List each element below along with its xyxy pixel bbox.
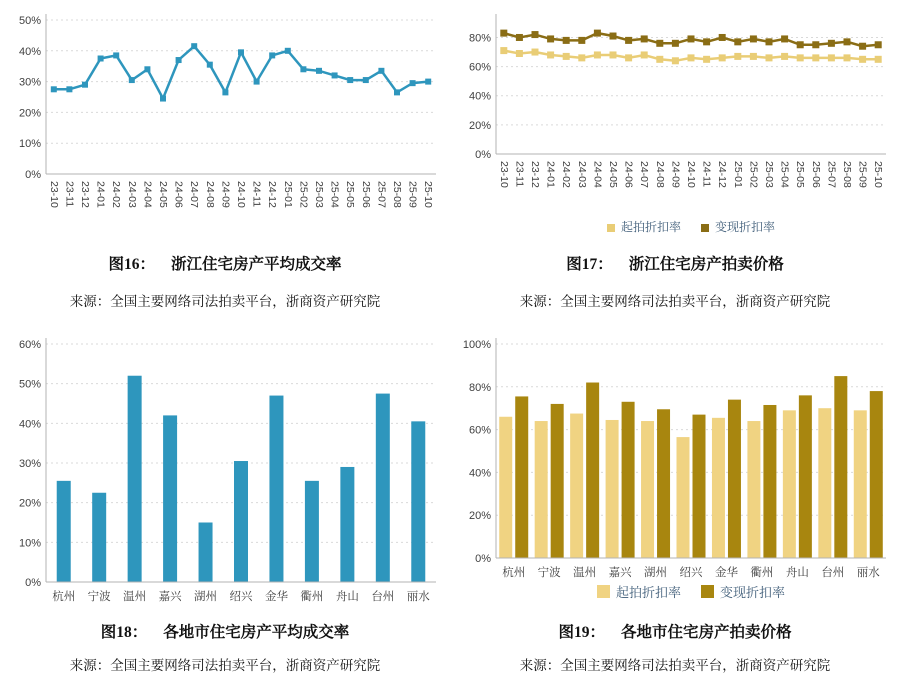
x-tick-label: 24-06 [172, 181, 185, 208]
data-point-marker [766, 54, 773, 61]
legend-label: 变现折扣率 [715, 220, 776, 234]
fig16-chart-cell [0, 0, 450, 240]
data-point-marker [347, 77, 353, 83]
x-tick-label: 丽水 [856, 567, 880, 579]
bar [622, 402, 635, 558]
y-tick-label: 20% [468, 119, 491, 132]
fig17-source: 来源：全国主要网络司法拍卖平台，浙商资产研究院 [519, 294, 831, 309]
y-tick-label: 40% [468, 90, 491, 103]
bar [340, 467, 354, 582]
data-point-marker [563, 53, 570, 60]
x-tick-label: 24-02 [110, 181, 123, 208]
x-tick-label: 25-06 [809, 161, 822, 188]
x-tick-label: 金华 [714, 567, 738, 579]
fig19-grouped-bar-chart [454, 330, 896, 608]
data-point-marker [766, 38, 773, 45]
x-tick-label: 绍兴 [229, 591, 253, 603]
data-point-marker [703, 38, 710, 45]
data-point-marker [875, 41, 882, 48]
bar [128, 376, 142, 582]
data-point-marker [688, 35, 695, 42]
bar [92, 493, 106, 582]
x-tick-label: 湖州 [194, 591, 218, 603]
x-tick-label: 24-02 [560, 161, 573, 188]
data-point-marker [378, 68, 384, 74]
data-point-marker [300, 66, 306, 72]
bar [234, 461, 248, 582]
data-point-marker [160, 96, 166, 102]
data-point-marker [98, 56, 104, 62]
data-point-marker [610, 51, 617, 58]
x-tick-label: 23-12 [79, 181, 91, 208]
data-point-marker [625, 54, 632, 61]
fig16-caption-label: 图16： [108, 256, 155, 273]
x-tick-label: 25-08 [391, 181, 403, 208]
x-tick-label: 24-10 [235, 181, 247, 208]
bar [586, 383, 599, 558]
data-point-marker [688, 54, 695, 61]
x-tick-label: 杭州 [52, 591, 76, 603]
data-point-marker [516, 50, 523, 57]
data-point-marker [238, 49, 244, 55]
data-point-marker [516, 34, 523, 41]
data-point-marker [66, 86, 72, 92]
fig16-caption-title: 浙江住宅房产平均成交率 [171, 256, 342, 273]
fig18-bar-chart [4, 330, 446, 608]
x-tick-label: 25-03 [763, 161, 775, 188]
bar [818, 408, 831, 558]
fig19-source: 来源：全国主要网络司法拍卖平台，浙商资产研究院 [519, 658, 831, 673]
x-tick-label: 宁波 [87, 591, 111, 603]
x-tick-label: 25-04 [778, 161, 791, 188]
data-point-marker [656, 40, 663, 47]
bar [499, 417, 512, 558]
x-tick-label: 24-06 [622, 161, 635, 188]
data-point-marker [828, 40, 835, 47]
x-tick-label: 台州 [371, 591, 395, 603]
data-point-marker [285, 48, 291, 54]
y-tick-label: 10% [18, 138, 41, 151]
data-point-marker [672, 57, 679, 64]
x-tick-label: 温州 [573, 567, 597, 579]
y-tick-label: 0% [475, 553, 491, 565]
y-tick-label: 20% [18, 497, 41, 510]
bar [411, 421, 425, 582]
y-tick-label: 50% [18, 378, 41, 391]
data-point-marker [594, 51, 601, 58]
x-tick-label: 24-03 [125, 181, 138, 208]
data-point-marker [332, 72, 338, 78]
x-tick-label: 24-11 [250, 181, 263, 208]
data-point-marker [316, 68, 322, 74]
legend-label: 起拍折扣率 [621, 220, 682, 234]
data-point-marker [207, 62, 213, 68]
legend-label: 变现折扣率 [720, 585, 786, 600]
x-tick-label: 25-06 [359, 181, 372, 208]
y-tick-label: 40% [468, 467, 491, 480]
x-tick-label: 23-12 [529, 161, 541, 188]
x-tick-label: 杭州 [502, 567, 526, 579]
x-tick-label: 25-08 [841, 161, 853, 188]
bar [376, 394, 390, 582]
bar [535, 421, 548, 558]
x-tick-label: 25-10 [422, 181, 435, 208]
data-point-marker [532, 49, 539, 56]
data-point-marker [578, 37, 585, 44]
x-tick-label: 24-04 [591, 161, 604, 188]
bar [551, 404, 564, 558]
x-tick-label: 23-10 [47, 181, 60, 208]
data-point-marker [113, 52, 119, 58]
x-tick-label: 金华 [264, 591, 288, 603]
data-point-marker [129, 77, 135, 83]
y-tick-label: 30% [18, 76, 41, 89]
bar [677, 437, 690, 558]
x-tick-label: 24-04 [141, 181, 154, 208]
x-tick-label: 24-05 [607, 161, 619, 188]
x-tick-label: 24-12 [716, 161, 729, 188]
bar [799, 395, 812, 558]
bar [834, 376, 847, 558]
fig19-caption-label: 图19： [558, 624, 605, 641]
x-tick-label: 25-09 [856, 161, 869, 188]
fig17-line-chart [454, 4, 896, 240]
x-tick-label: 温州 [123, 591, 147, 603]
legend-swatch [597, 585, 610, 598]
fig17-caption-label: 图17： [566, 256, 613, 273]
x-tick-label: 24-10 [685, 161, 697, 188]
x-tick-label: 25-05 [344, 181, 357, 208]
data-point-marker [781, 53, 788, 60]
x-tick-label: 24-03 [575, 161, 588, 188]
fig18-source: 来源：全国主要网络司法拍卖平台，浙商资产研究院 [69, 658, 381, 673]
x-tick-label: 25-02 [297, 181, 310, 208]
data-point-marker [781, 35, 788, 42]
fig18-caption-title: 各地市住宅房产平均成交率 [163, 624, 350, 641]
data-point-marker [51, 86, 57, 92]
data-point-marker [641, 51, 648, 58]
y-tick-label: 80% [468, 32, 491, 45]
x-tick-label: 23-10 [497, 161, 510, 188]
y-tick-label: 50% [18, 15, 41, 27]
data-point-marker [703, 56, 710, 63]
bar [870, 391, 883, 558]
x-tick-label: 24-05 [157, 181, 169, 208]
bar [641, 421, 654, 558]
x-tick-label: 25-01 [281, 181, 294, 208]
y-tick-label: 20% [468, 510, 491, 523]
data-point-marker [672, 40, 679, 47]
x-tick-label: 25-04 [328, 181, 341, 208]
data-point-marker [828, 54, 835, 61]
data-point-marker [750, 53, 757, 60]
x-tick-label: 25-07 [375, 181, 388, 208]
bar [854, 410, 867, 558]
bar [515, 396, 528, 558]
fig17-caption-title: 浙江住宅房产拍卖价格 [628, 256, 784, 273]
y-tick-label: 100% [462, 339, 491, 351]
x-tick-label: 嘉兴 [608, 567, 632, 579]
data-point-marker [844, 54, 851, 61]
x-tick-label: 24-08 [653, 161, 666, 188]
data-point-marker [625, 37, 632, 44]
x-tick-label: 25-07 [825, 161, 838, 188]
fig19-caption-title: 各地市住宅房产拍卖价格 [621, 624, 792, 641]
y-tick-label: 0% [25, 577, 41, 589]
data-point-marker [410, 80, 416, 86]
data-point-marker [610, 33, 617, 40]
fig18-caption-label: 图18： [100, 624, 148, 641]
data-point-marker [734, 38, 741, 45]
fig16-caption [0, 240, 450, 280]
x-tick-label: 舟山 [335, 591, 359, 603]
bar [747, 421, 760, 558]
y-tick-label: 20% [18, 107, 41, 120]
x-tick-label: 23-11 [63, 181, 76, 208]
data-point-marker [750, 35, 757, 42]
data-point-marker [176, 57, 182, 63]
x-tick-label: 衢州 [300, 591, 324, 603]
x-tick-label: 绍兴 [679, 567, 703, 579]
x-tick-label: 24-11 [700, 161, 713, 188]
data-point-marker [82, 82, 88, 88]
data-point-marker [547, 51, 554, 58]
data-point-marker [191, 43, 197, 49]
x-tick-label: 25-01 [731, 161, 744, 188]
bar [728, 400, 741, 558]
bar [163, 415, 177, 582]
data-point-marker [500, 47, 507, 54]
data-point-marker [532, 31, 539, 38]
data-point-marker [594, 30, 601, 37]
data-point-marker [222, 89, 228, 95]
y-tick-label: 10% [18, 537, 41, 550]
data-point-marker [425, 79, 431, 85]
fig19-chart-cell [450, 326, 900, 608]
fig16-line-chart [4, 4, 446, 240]
legend-swatch [607, 224, 615, 232]
x-tick-label: 25-02 [747, 161, 760, 188]
data-point-marker [578, 54, 585, 61]
data-point-marker [844, 38, 851, 45]
data-point-marker [144, 66, 150, 72]
x-tick-label: 25-09 [406, 181, 419, 208]
x-tick-label: 25-10 [872, 161, 885, 188]
fig19-caption [450, 608, 900, 644]
y-tick-label: 80% [468, 381, 491, 394]
bar [712, 418, 725, 558]
bar [199, 523, 213, 583]
bar [783, 410, 796, 558]
x-tick-label: 25-03 [313, 181, 325, 208]
data-point-marker [363, 77, 369, 83]
y-tick-label: 60% [468, 424, 491, 437]
x-tick-label: 衢州 [750, 567, 774, 579]
x-tick-label: 舟山 [785, 567, 809, 579]
x-tick-label: 台州 [821, 567, 845, 579]
data-point-marker [547, 35, 554, 42]
fig16-source: 来源：全国主要网络司法拍卖平台，浙商资产研究院 [69, 294, 381, 309]
y-tick-label: 60% [468, 61, 491, 74]
data-point-marker [875, 56, 882, 63]
fig17-caption [450, 240, 900, 280]
x-tick-label: 24-01 [544, 161, 557, 188]
legend-swatch [701, 224, 709, 232]
y-tick-label: 0% [25, 169, 41, 181]
bar [269, 396, 283, 582]
x-tick-label: 24-08 [203, 181, 216, 208]
data-point-marker [500, 30, 507, 37]
data-point-marker [641, 35, 648, 42]
data-point-marker [812, 54, 819, 61]
data-point-marker [797, 54, 804, 61]
data-point-marker [719, 34, 726, 41]
x-tick-label: 24-12 [266, 181, 279, 208]
fig18-caption [0, 608, 450, 644]
bar [763, 405, 776, 558]
y-tick-label: 40% [18, 45, 41, 58]
bar [657, 409, 670, 558]
x-tick-label: 嘉兴 [158, 591, 182, 603]
bar [305, 481, 319, 582]
y-tick-label: 0% [475, 149, 491, 161]
bar [606, 420, 619, 558]
data-point-marker [656, 56, 663, 63]
data-point-marker [859, 43, 866, 50]
y-tick-label: 60% [18, 339, 41, 351]
x-tick-label: 24-01 [94, 181, 107, 208]
data-point-marker [269, 52, 275, 58]
x-tick-label: 23-11 [513, 161, 526, 188]
x-tick-label: 24-09 [219, 181, 232, 208]
fig17-chart-cell [450, 0, 900, 240]
legend-swatch [701, 585, 714, 598]
data-point-marker [719, 54, 726, 61]
fig18-chart-cell [0, 326, 450, 608]
x-tick-label: 24-07 [188, 181, 201, 208]
x-tick-label: 24-07 [638, 161, 651, 188]
x-tick-label: 丽水 [406, 591, 430, 603]
y-tick-label: 40% [18, 418, 41, 431]
bar [570, 414, 583, 558]
bar [693, 415, 706, 558]
data-point-marker [563, 37, 570, 44]
x-tick-label: 24-09 [669, 161, 682, 188]
x-tick-label: 25-05 [794, 161, 807, 188]
legend-label: 起拍折扣率 [616, 585, 682, 600]
x-tick-label: 宁波 [537, 567, 561, 579]
data-point-marker [812, 41, 819, 48]
bar [57, 481, 71, 582]
x-tick-label: 湖州 [644, 567, 668, 579]
data-point-marker [394, 89, 400, 95]
data-point-marker [797, 41, 804, 48]
data-point-marker [734, 53, 741, 60]
data-point-marker [254, 79, 260, 85]
y-tick-label: 30% [18, 458, 41, 470]
data-point-marker [859, 56, 866, 63]
